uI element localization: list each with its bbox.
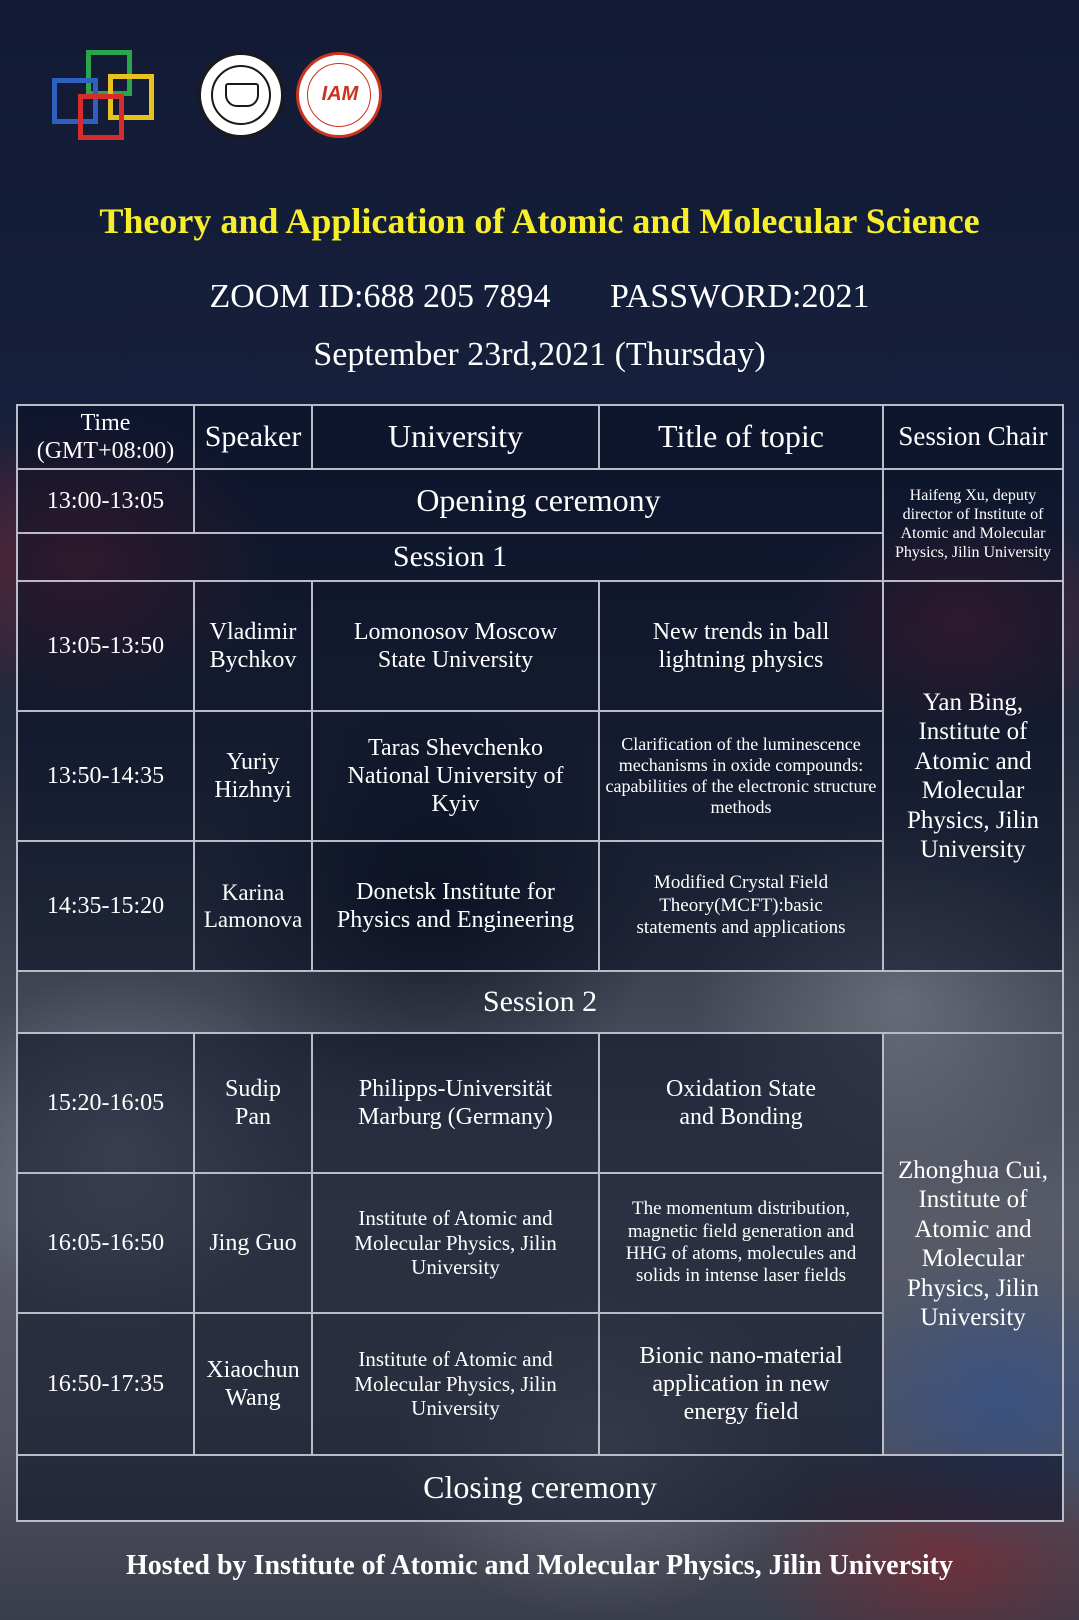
s2-row2-speaker: Jing Guo [193,1172,313,1314]
s2-row1-university: Philipps-Universität Marburg (Germany) [311,1032,600,1174]
session2-chair: Zhonghua Cui, Institute of Atomic and Molecular Physics, Jilin University [882,1032,1064,1456]
session1-label: Session 1 [16,532,884,582]
iam-institute-seal-icon: IAM [296,52,382,138]
header-topic: Title of topic [598,404,884,470]
s2-row3-topic: Bionic nano-material application in new energy field [598,1312,884,1456]
opening-chair: Haifeng Xu, deputy director of Institute of Atomic and Molecular Physics, Jilin University [882,468,1064,582]
closing-label: Closing ceremony [16,1454,1064,1522]
header-university: University [311,404,600,470]
s1-row3-time: 14:35-15:20 [16,840,195,972]
s2-row1-speaker: Sudip Pan [193,1032,313,1174]
header-time: Time (GMT+08:00) [16,404,195,470]
s1-row3-university: Donetsk Institute for Physics and Engineering [311,840,600,972]
s2-row2-time: 16:05-16:50 [16,1172,195,1314]
header-chair: Session Chair [882,404,1064,470]
s1-row2-time: 13:50-14:35 [16,710,195,842]
zoom-info: ZOOM ID:688 205 7894 PASSWORD:2021 [209,278,870,315]
s2-row3-time: 16:50-17:35 [16,1312,195,1456]
s2-row3-speaker: Xiaochun Wang [193,1312,313,1456]
opening-time: 13:00-13:05 [16,468,195,534]
s1-row3-speaker: Karina Lamonova [193,840,313,972]
s2-row2-university: Institute of Atomic and Molecular Physics, Jilin University [311,1172,600,1314]
s1-row2-topic: Clarification of the luminescence mechanisms in oxide compounds: capabilities of the electronic structure methods [598,710,884,842]
s1-row1-topic: New trends in ball lightning physics [598,580,884,712]
s2-row3-university: Institute of Atomic and Molecular Physics, Jilin University [311,1312,600,1456]
schedule-table [16,404,1064,1534]
s2-row1-time: 15:20-16:05 [16,1032,195,1174]
s1-row1-time: 13:05-13:50 [16,580,195,712]
event-date: September 23rd,2021 (Thursday) [313,336,766,373]
s1-row2-university: Taras Shevchenko National University of Kyiv [311,710,600,842]
s1-row1-university: Lomonosov Moscow State University [311,580,600,712]
opening-label: Opening ceremony [193,468,884,534]
page-title: Theory and Application of Atomic and Molecular Science [99,201,980,241]
s1-row3-topic: Modified Crystal Field Theory(MCFT):basic statements and applications [598,840,884,972]
jilin-university-seal-icon [198,52,284,138]
s2-row2-topic: The momentum distribution, magnetic field generation and HHG of atoms, molecules and solids in intense laser fields [598,1172,884,1314]
hosted-by-footer: Hosted by Institute of Atomic and Molecular Physics, Jilin University [125,1550,954,1581]
conference-logo-icon [52,50,164,142]
s1-row2-speaker: Yuriy Hizhnyi [193,710,313,842]
s2-row1-topic: Oxidation State and Bonding [598,1032,884,1174]
header-speaker: Speaker [193,404,313,470]
s1-row1-speaker: Vladimir Bychkov [193,580,313,712]
session2-label: Session 2 [16,970,1064,1034]
session1-chair: Yan Bing, Institute of Atomic and Molecular Physics, Jilin University [882,580,1064,972]
